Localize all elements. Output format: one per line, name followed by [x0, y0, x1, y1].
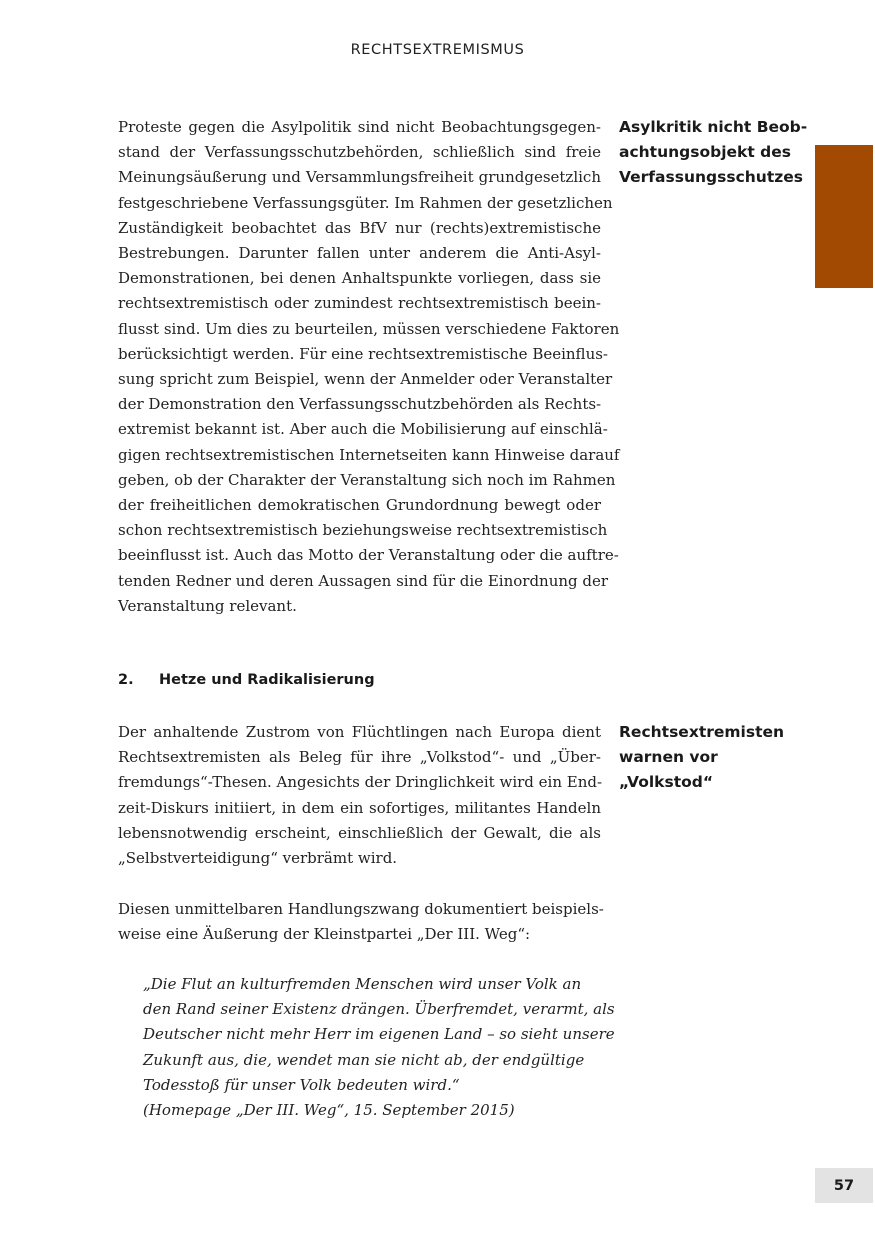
text-line: schon rechtsextremistisch beziehungsweise rechtsextremistisch	[118, 521, 608, 540]
paragraph-asylum-protests	[118, 115, 620, 619]
text-line: geben, ob der Charakter der Veranstaltung sich noch im Rahmen	[118, 470, 616, 489]
paragraph-call-to-action	[118, 897, 604, 947]
text-line: stand der Verfassungsschutzbehörden, schließlich sind freie	[118, 143, 601, 162]
text-line: Veranstaltung relevant.	[118, 596, 297, 615]
quote-line: Todesstoß für unser Volk bedeuten wird.“	[143, 1075, 460, 1094]
section-title: Hetze und Radikalisierung	[159, 672, 375, 688]
margin-note-volkstod	[619, 720, 809, 796]
text-line: rechtsextremistisch oder zumindest rechtsextremistisch beein-	[118, 294, 601, 313]
text-line: der Demonstration den Verfassungsschutzbehörden als Rechts-	[118, 395, 602, 414]
text-line: der freiheitlichen demokratischen Grundordnung bewegt oder	[118, 496, 601, 515]
text-line: flusst sind. Um dies zu beurteilen, müssen verschiedene Faktoren	[118, 319, 620, 338]
text-line: Der anhaltende Zustrom von Flüchtlingen nach Europa dient	[118, 723, 601, 741]
text-line: „Selbstverteidigung“ verbrämt wird.	[118, 849, 398, 868]
text-line: extremist bekannt ist. Aber auch die Mobilisierung auf einschlä-	[118, 420, 608, 439]
text-line: Demonstrationen, bei denen Anhaltspunkte vorliegen, dass sie	[118, 269, 601, 288]
margin-note-line: warnen vor	[619, 748, 718, 767]
text-line: berücksichtigt werden. Für eine rechtsextremistische Beeinflus-	[118, 344, 608, 363]
text-line: Meinungsäußerung und Versammlungsfreiheit grundgesetzlich	[118, 168, 601, 187]
text-line: Rechtsextremisten als Beleg für ihre „Volkstod“- und „Über-	[118, 748, 601, 767]
text-line: Zuständigkeit beobachtet das BfV nur (rechts)extremistische	[118, 218, 601, 237]
quote-line: den Rand seiner Existenz drängen. Überfremdet, verarmt, als	[143, 1000, 615, 1019]
quote-line: Zukunft aus, die, wendet man sie nicht ab, der endgültige	[143, 1050, 585, 1069]
margin-note-line: achtungsobjekt des	[619, 143, 791, 162]
text-line: festgeschriebene Verfassungsgüter. Im Rahmen der gesetzlichen	[118, 193, 613, 212]
quote-source: (Homepage „Der III. Weg“, 15. September 2015)	[143, 1101, 515, 1120]
text-line: weise eine Äußerung der Kleinstpartei „Der III. Weg“:	[118, 925, 531, 944]
running-head: RECHTSEXTREMISMUS	[350, 42, 525, 58]
text-line: sung spricht zum Beispiel, wenn der Anmelder oder Veranstalter	[118, 370, 613, 389]
chapter-color-tab	[815, 145, 873, 288]
page-number: 57	[815, 1168, 873, 1203]
text-line: lebensnotwendig erscheint, einschließlich der Gewalt, die als	[118, 823, 601, 842]
text-line: tenden Redner und deren Aussagen sind für die Einordnung der	[118, 571, 609, 590]
text-line: Diesen unmittelbaren Handlungszwang dokumentiert beispiels-	[118, 900, 604, 918]
margin-note-asylum-criticism	[619, 115, 809, 191]
text-line: zeit-Diskurs initiiert, in dem ein sofortiges, militantes Handeln	[118, 798, 601, 817]
text-line: gigen rechtsextremistischen Internetseiten kann Hinweise darauf	[118, 445, 620, 464]
section-heading	[118, 672, 375, 688]
margin-note-line: „Volkstod“	[619, 773, 714, 792]
text-line: fremdungs“-Thesen. Angesichts der Dringlichkeit wird ein End-	[118, 773, 603, 792]
paragraph-influx	[118, 720, 601, 871]
block-quote	[143, 972, 615, 1123]
section-number: 2.	[118, 672, 134, 688]
quote-line: Deutscher nicht mehr Herr im eigenen Land – so sieht unsere	[143, 1025, 615, 1044]
text-line: beeinflusst ist. Auch das Motto der Veranstaltung oder die auftre-	[118, 546, 619, 565]
margin-note-line: Rechtsextremisten	[619, 723, 785, 741]
margin-note-line: Asylkritik nicht Beob-	[619, 118, 808, 136]
text-line: Proteste gegen die Asylpolitik sind nicht Beobachtungsgegen-	[118, 118, 601, 136]
text-line: Bestrebungen. Darunter fallen unter anderem die Anti-Asyl-	[118, 244, 601, 263]
quote-line: „Die Flut an kulturfremden Menschen wird unser Volk an	[143, 975, 582, 993]
margin-note-line: Verfassungsschutzes	[619, 168, 804, 187]
